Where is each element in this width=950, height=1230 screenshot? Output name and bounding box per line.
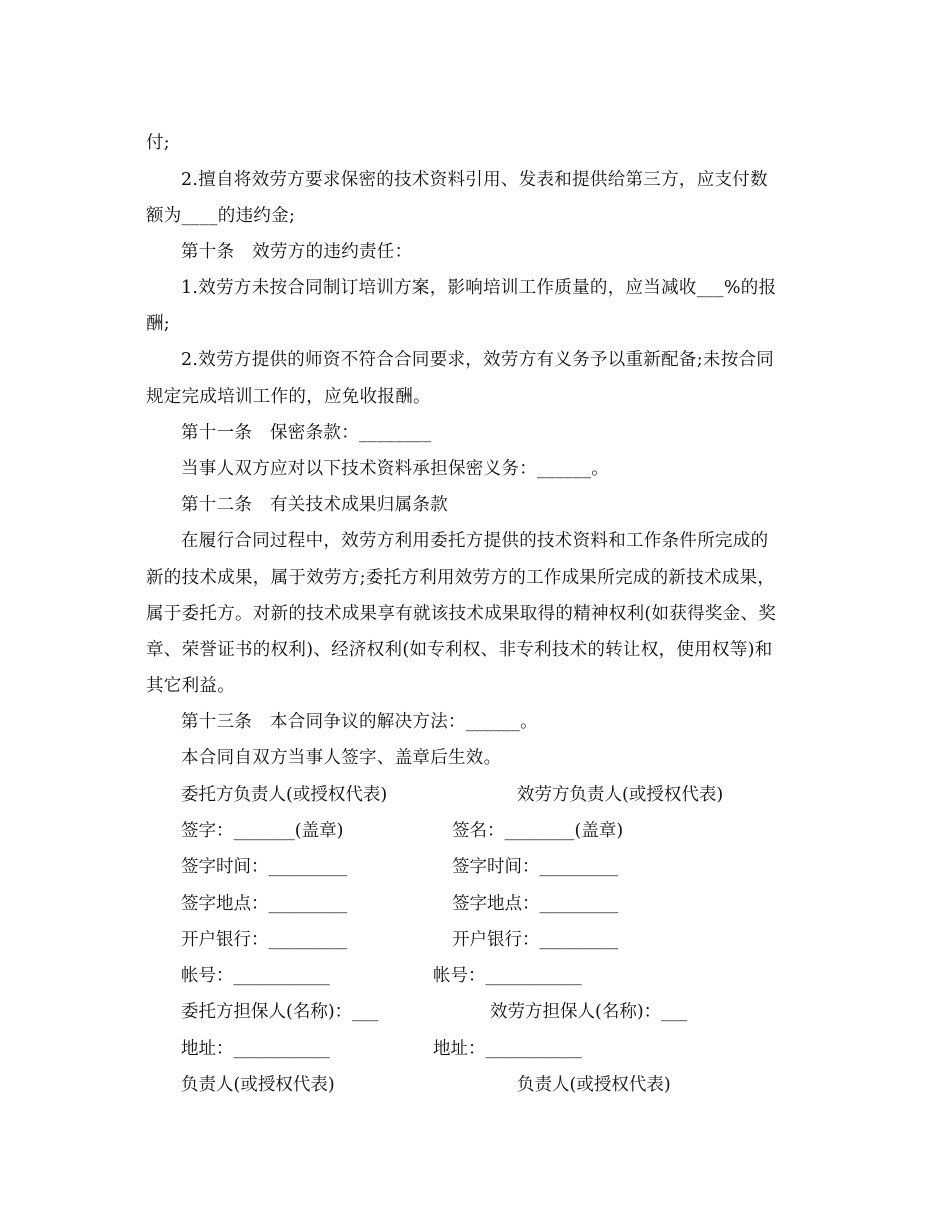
- client-address-field: 地址：___________: [181, 1039, 330, 1059]
- provider-sign-time-field: 签字时间：_________: [452, 857, 619, 877]
- paragraph-line: 本合同自双方当事人签字、盖章后生效。: [181, 748, 502, 768]
- client-guarantor-field: 委托方担保人(名称)：___: [181, 1002, 379, 1022]
- client-representative-label: 委托方负责人(或授权代表): [181, 785, 388, 805]
- paragraph-line: 章、荣誉证书的权利)、经济权利(如专利权、非专利技术的转让权，使用权等)和: [146, 640, 773, 660]
- paragraph-line: 在履行合同过程中，效劳方利用委托方提供的技术资料和工作条件所完成的: [181, 531, 769, 551]
- provider-address-field: 地址：___________: [433, 1039, 582, 1059]
- paragraph-line: 2.擅自将效劳方要求保密的技术资料引用、发表和提供给第三方，应支付数: [181, 170, 768, 190]
- provider-sign-place-field: 签字地点：_________: [452, 894, 619, 914]
- client-guarantor-representative-label: 负责人(或授权代表): [181, 1075, 335, 1095]
- paragraph-line: 额为____的违约金;: [146, 206, 296, 226]
- client-signature-field: 签字：_______(盖章): [181, 821, 344, 841]
- section-heading: 第十三条 本合同争议的解决方法：______。: [181, 712, 538, 732]
- paragraph-line: 1.效劳方未按合同制订培训方案，影响培训工作质量的，应当减收___%的报: [181, 278, 777, 298]
- provider-representative-label: 效劳方负责人(或授权代表): [517, 785, 724, 805]
- provider-guarantor-field: 效劳方担保人(名称)：___: [490, 1002, 688, 1022]
- paragraph-line: 酬;: [146, 314, 170, 334]
- paragraph-line: 规定完成培训工作的，应免收报酬。: [146, 387, 431, 407]
- provider-bank-field: 开户银行：_________: [452, 930, 619, 950]
- client-sign-time-field: 签字时间：_________: [181, 857, 348, 877]
- provider-account-field: 帐号：___________: [433, 966, 582, 986]
- provider-guarantor-representative-label: 负责人(或授权代表): [517, 1075, 671, 1095]
- paragraph-line: 付;: [146, 133, 170, 153]
- paragraph-line: 属于委托方。对新的技术成果享有就该技术成果取得的精神权利(如获得奖金、奖: [146, 604, 777, 624]
- section-heading: 第十二条 有关技术成果归属条款: [181, 495, 448, 515]
- client-bank-field: 开户银行：_________: [181, 930, 348, 950]
- client-sign-place-field: 签字地点：_________: [181, 894, 348, 914]
- paragraph-line: 其它利益。: [146, 676, 235, 696]
- paragraph-line: 当事人双方应对以下技术资料承担保密义务：______。: [181, 459, 610, 479]
- section-heading: 第十条 效劳方的违约责任：: [181, 242, 413, 262]
- section-heading: 第十一条 保密条款：________: [181, 423, 432, 443]
- provider-signature-field: 签名：________(盖章): [452, 821, 624, 841]
- paragraph-line: 2.效劳方提供的师资不符合合同要求，效劳方有义务予以重新配备;未按合同: [181, 350, 775, 370]
- client-account-field: 帐号：___________: [181, 966, 330, 986]
- paragraph-line: 新的技术成果，属于效劳方;委托方利用效劳方的工作成果所完成的新技术成果，: [146, 568, 776, 588]
